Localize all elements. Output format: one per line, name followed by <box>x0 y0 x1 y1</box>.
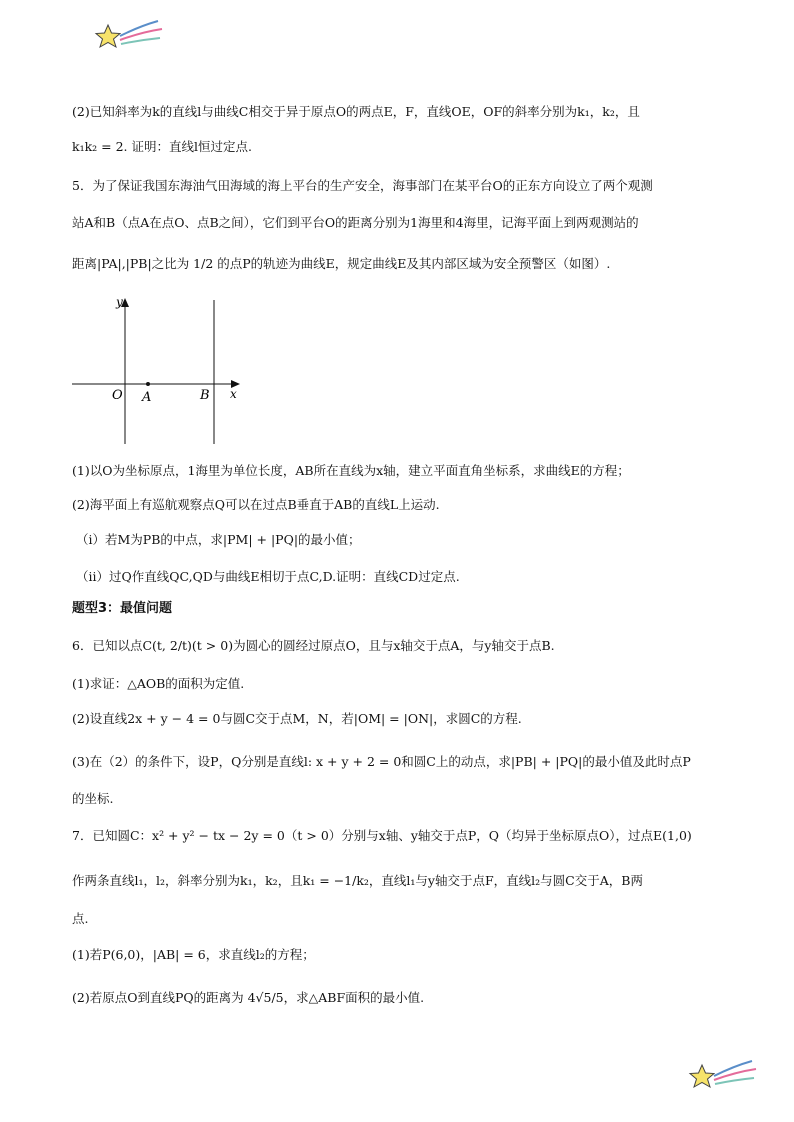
q5-part2-i: （i）若M为PB的中点，求|PM| + |PQ|的最小值； <box>76 532 361 547</box>
q7-line3: 点. <box>72 911 89 926</box>
y-axis <box>121 298 129 444</box>
section-heading: 题型3：最值问题 <box>72 601 173 616</box>
y-axis-label: y <box>116 295 123 309</box>
q5-part1: (1)以O为坐标原点，1海里为单位长度，AB所在直线为x轴，建立平面直角坐标系，求曲线E的方程； <box>72 463 630 478</box>
origin-label: O <box>112 388 123 403</box>
q4-part2-line2: k₁k₂ = 2. 证明：直线l恒过定点. <box>72 139 252 154</box>
shooting-star-icon-top <box>92 16 166 58</box>
q5-line1: 5．为了保证我国东海油气田海域的海上平台的生产安全，海事部门在某平台O的正东方向设立了两个观测 <box>72 178 653 193</box>
q6-part1: (1)求证：△AOB的面积为定值. <box>72 676 245 691</box>
x-axis <box>72 380 240 388</box>
q6-part2: (2)设直线2x + y − 4 = 0与圆C交于点M，N，若|OM| = |ON|，求圆C的方程. <box>72 711 522 726</box>
q5-line3: 距离|PA|,|PB|之比为 1/2 的点P的轨迹为曲线E，规定曲线E及其内部区域为安全预警区（如图）. <box>72 256 611 271</box>
shooting-star-icon-bottom <box>686 1056 760 1098</box>
coordinate-figure <box>68 292 258 452</box>
q6-part3-line1: (3)在（2）的条件下，设P，Q分别是直线l: x + y + 2 = 0和圆C上的动点，求|PB| + |PQ|的最小值及此时点P <box>72 754 691 769</box>
x-axis-label: x <box>230 387 237 401</box>
q5-part2: (2)海平面上有巡航观察点Q可以在过点B垂直于AB的直线L上运动. <box>72 497 440 512</box>
point-b-label: B <box>200 388 210 403</box>
q7-line1: 7．已知圆C：x² + y² − tx − 2y = 0（t > 0）分别与x轴、y轴交于点P，Q（均异于坐标原点O），过点E(1,0) <box>72 828 692 843</box>
q6-line1: 6．已知以点C(t, 2/t)(t > 0)为圆心的圆经过原点O，且与x轴交于点A，与y轴交于点B. <box>72 638 555 653</box>
point-A <box>146 382 150 386</box>
q5-line2: 站A和B（点A在点O、点B之间），它们到平台O的距离分别为1海里和4海里，记海平面上到两观测站的 <box>72 215 639 230</box>
q7-part2: (2)若原点O到直线PQ的距离为 4√5/5，求△ABF面积的最小值. <box>72 990 425 1005</box>
q5-part2-ii: （ii）过Q作直线QC,QD与曲线E相切于点C,D.证明：直线CD过定点. <box>76 569 460 584</box>
point-a-label: A <box>142 390 152 405</box>
q7-line2: 作两条直线l₁，l₂，斜率分别为k₁，k₂，且k₁ = −1/k₂，直线l₁与y轴交于点F，直线l₂与圆C交于A，B两 <box>72 873 643 888</box>
q7-part1: (1)若P(6,0)，|AB| = 6，求直线l₂的方程； <box>72 947 315 962</box>
q4-part2-line1: (2)已知斜率为k的直线l与曲线C相交于异于原点O的两点E，F，直线OE，OF的斜率分别为k₁，k₂，且 <box>72 104 640 119</box>
q6-part3-line2: 的坐标. <box>72 791 114 806</box>
